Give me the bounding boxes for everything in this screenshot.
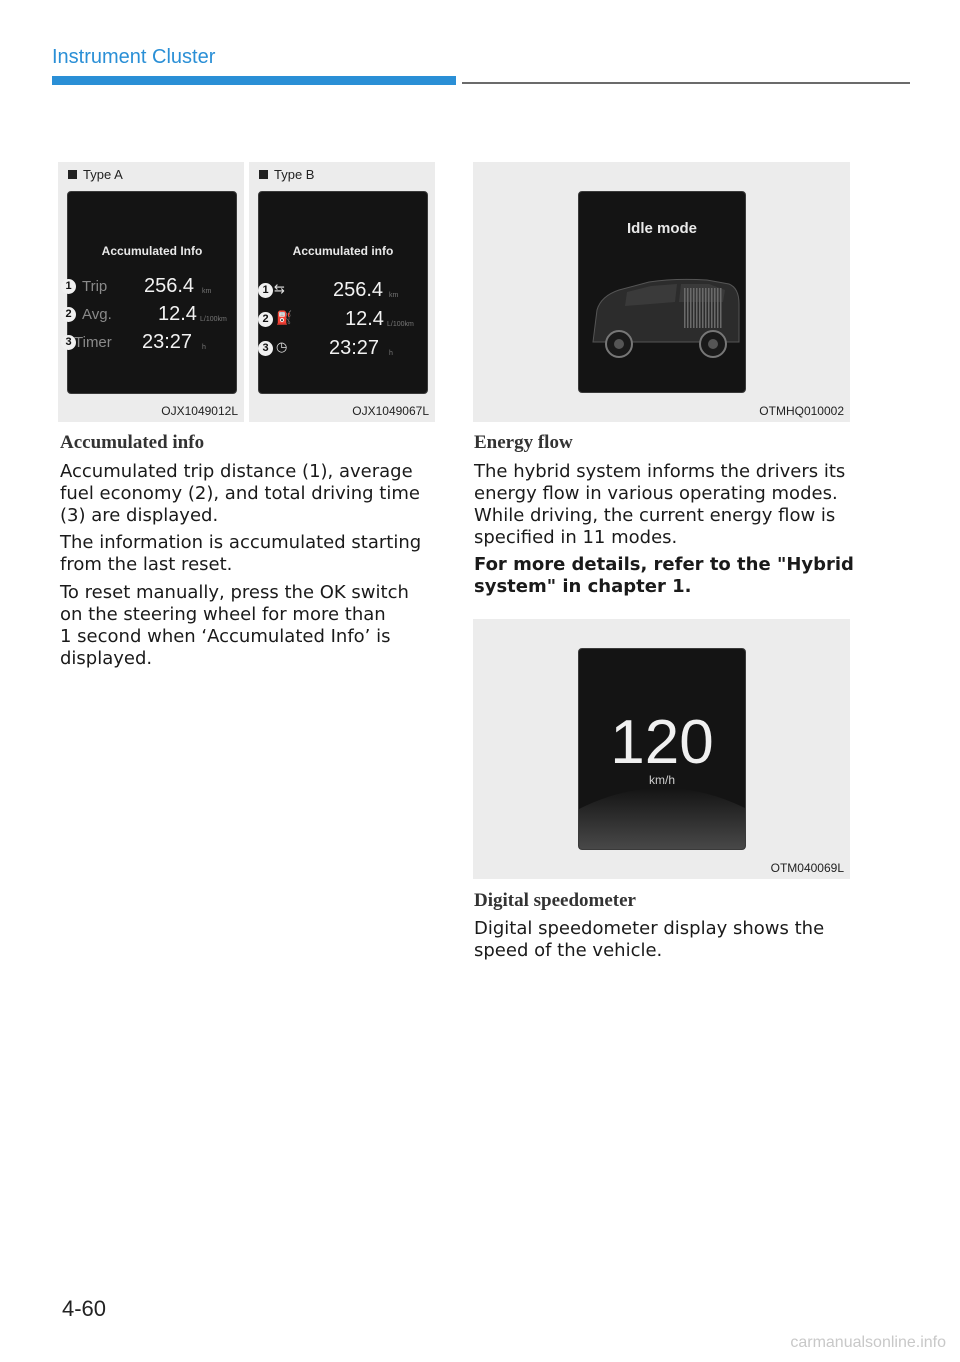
cluster-screen [578, 648, 746, 850]
paragraph-reference: For more details, refer to the "Hybrid system" in chapter 1. [474, 554, 854, 597]
cluster-screen [578, 191, 746, 393]
trip-unit: km [389, 292, 399, 299]
figure-label: Type A [68, 167, 123, 182]
speed-unit: km/h [648, 773, 675, 787]
heading-accumulated-info: Accumulated info [60, 432, 205, 453]
watermark: carmanualsonline.info [790, 1334, 946, 1351]
trip-icon: ⇆ [274, 282, 285, 297]
callout-1: 1 [61, 279, 76, 294]
paragraph: The hybrid system informs the drivers its energy flow in various operating modes. While driving, the current energy flow is specified in 11 modes. [474, 461, 846, 548]
trip-value: 256.4 [333, 279, 384, 301]
figure-speedometer [473, 619, 850, 879]
screen-title: Accumulated Info [101, 244, 203, 258]
fuel-pump-icon: ⛽ [276, 311, 293, 326]
avg-label: Avg. [82, 306, 112, 323]
avg-unit: L/100km [200, 316, 227, 323]
figure-idle-mode [473, 162, 850, 422]
figure-code: OTM040069L [770, 861, 844, 875]
clock-icon: ◷ [276, 340, 288, 355]
timer-value: 23:27 [142, 331, 193, 353]
timer-value: 23:27 [329, 337, 380, 359]
screen-title: Accumulated info [292, 244, 394, 258]
heading-digital-speedometer: Digital speedometer [474, 890, 636, 911]
callout-3: 3 [258, 341, 273, 356]
callout-3: 3 [61, 335, 76, 350]
paragraph: Digital speedometer display shows the speed of the vehicle. [474, 918, 825, 961]
section-title: Instrument Cluster [52, 46, 216, 68]
trip-unit: km [202, 288, 212, 295]
callout-2: 2 [258, 312, 273, 327]
timer-unit: h [389, 350, 393, 357]
figure-code: OTMHQ010002 [759, 404, 844, 418]
header-rule [462, 82, 910, 84]
paragraph: Accumulated trip distance (1), average fuel economy (2), and total driving time (3) are displayed. [60, 461, 420, 526]
figure-code: OJX1049012L [161, 404, 238, 418]
header-accent-bar [52, 76, 456, 85]
paragraph: To reset manually, press the OK switch on the steering wheel for more than 1 second when ‘Accumulated Info’ is displayed. [60, 582, 409, 669]
figure-label: Type B [259, 167, 314, 182]
speed-value: 120 [610, 708, 714, 777]
timer-unit: h [202, 344, 206, 351]
callout-1: 1 [258, 283, 273, 298]
paragraph: The information is accumulated starting from the last reset. [60, 532, 422, 575]
suv-silhouette-icon [579, 192, 746, 393]
heading-energy-flow: Energy flow [474, 432, 573, 453]
trip-label: Trip [82, 278, 108, 295]
trip-value: 256.4 [144, 275, 195, 297]
avg-value: 12.4 [345, 308, 384, 330]
callout-2: 2 [61, 307, 76, 322]
square-bullet-icon [68, 170, 77, 179]
page-number: 4-60 [62, 1296, 107, 1321]
figure-type-a [58, 162, 244, 422]
avg-unit: L/100km [387, 321, 414, 328]
figure-type-b [249, 162, 435, 422]
timer-label: Timer [74, 334, 112, 351]
screen-title: Idle mode [626, 220, 697, 237]
figure-code: OJX1049067L [352, 404, 429, 418]
square-bullet-icon [259, 170, 268, 179]
avg-value: 12.4 [158, 303, 197, 325]
